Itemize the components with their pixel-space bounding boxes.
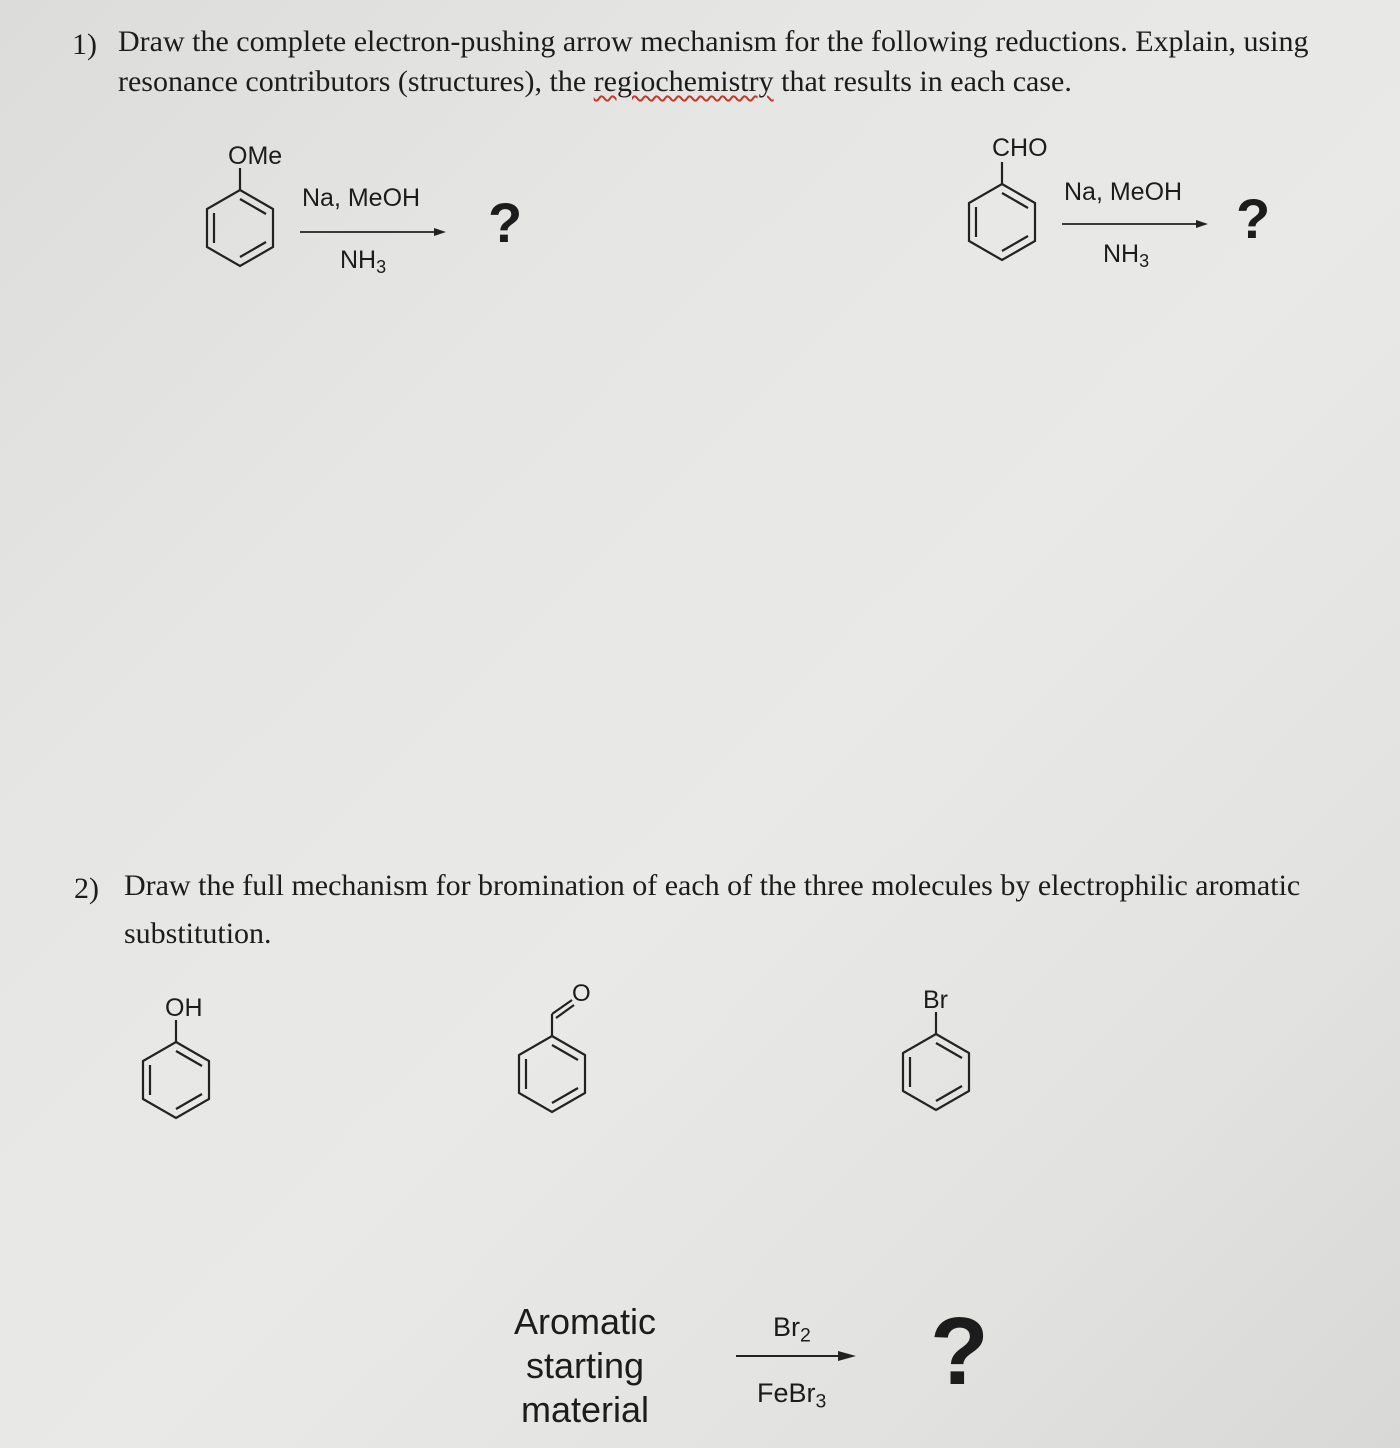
reaction-arrow-2	[1060, 216, 1212, 232]
question-1-text-line1: Draw the complete electron-pushing arrow mechanism for the following reductions. Explain, using	[118, 25, 1309, 58]
question-2-text-line2: substitution.	[124, 917, 272, 950]
product-unknown-3: ?	[930, 1298, 989, 1405]
benzene-ring-bromobenzene	[896, 1010, 976, 1118]
reagent-top-1: Na, MeOH	[302, 184, 421, 212]
reaction-arrow-1	[298, 224, 450, 240]
question-2-text-line1: Draw the full mechanism for bromination of each of the three molecules by electrophilic aromatic	[124, 869, 1301, 902]
reagent-top-2: Na, MeOH	[1064, 178, 1183, 206]
reagent-febr3: FeBr$_3$	[757, 1378, 827, 1413]
q1-line2-start: resonance contributors (structures), the	[118, 65, 594, 98]
substituent-ome: OMe	[228, 142, 283, 170]
reagent-bottom-2: $NH_3$	[1103, 240, 1150, 272]
reagent-bottom-1: $NH_3$	[340, 246, 387, 278]
reaction-arrow-3	[734, 1348, 860, 1364]
spellcheck-flagged-word[interactable]: regiochemistry	[593, 65, 774, 98]
question-2-number: 2)	[74, 872, 99, 905]
question-1-text-line2	[118, 62, 1072, 102]
substituent-cho: CHO	[992, 134, 1048, 162]
substituent-oh: OH	[165, 994, 203, 1022]
question-1-number: 1)	[72, 28, 97, 61]
benzene-ring-phenol	[136, 1018, 216, 1126]
benzene-ring-anisole	[200, 166, 280, 274]
product-unknown-1: ?	[488, 191, 523, 254]
starting-material-label: Aromatic starting material	[513, 1301, 657, 1430]
benzene-ring-benzaldehyde	[962, 160, 1042, 268]
substituent-oxygen: O	[572, 980, 591, 1007]
q1-line2-end: that results in each case.	[773, 65, 1072, 98]
reagent-br2: $Br_2$	[773, 1312, 811, 1347]
product-unknown-2: ?	[1236, 187, 1271, 250]
benzene-ring-aldehyde	[508, 984, 628, 1124]
substituent-br: Br	[923, 986, 948, 1014]
